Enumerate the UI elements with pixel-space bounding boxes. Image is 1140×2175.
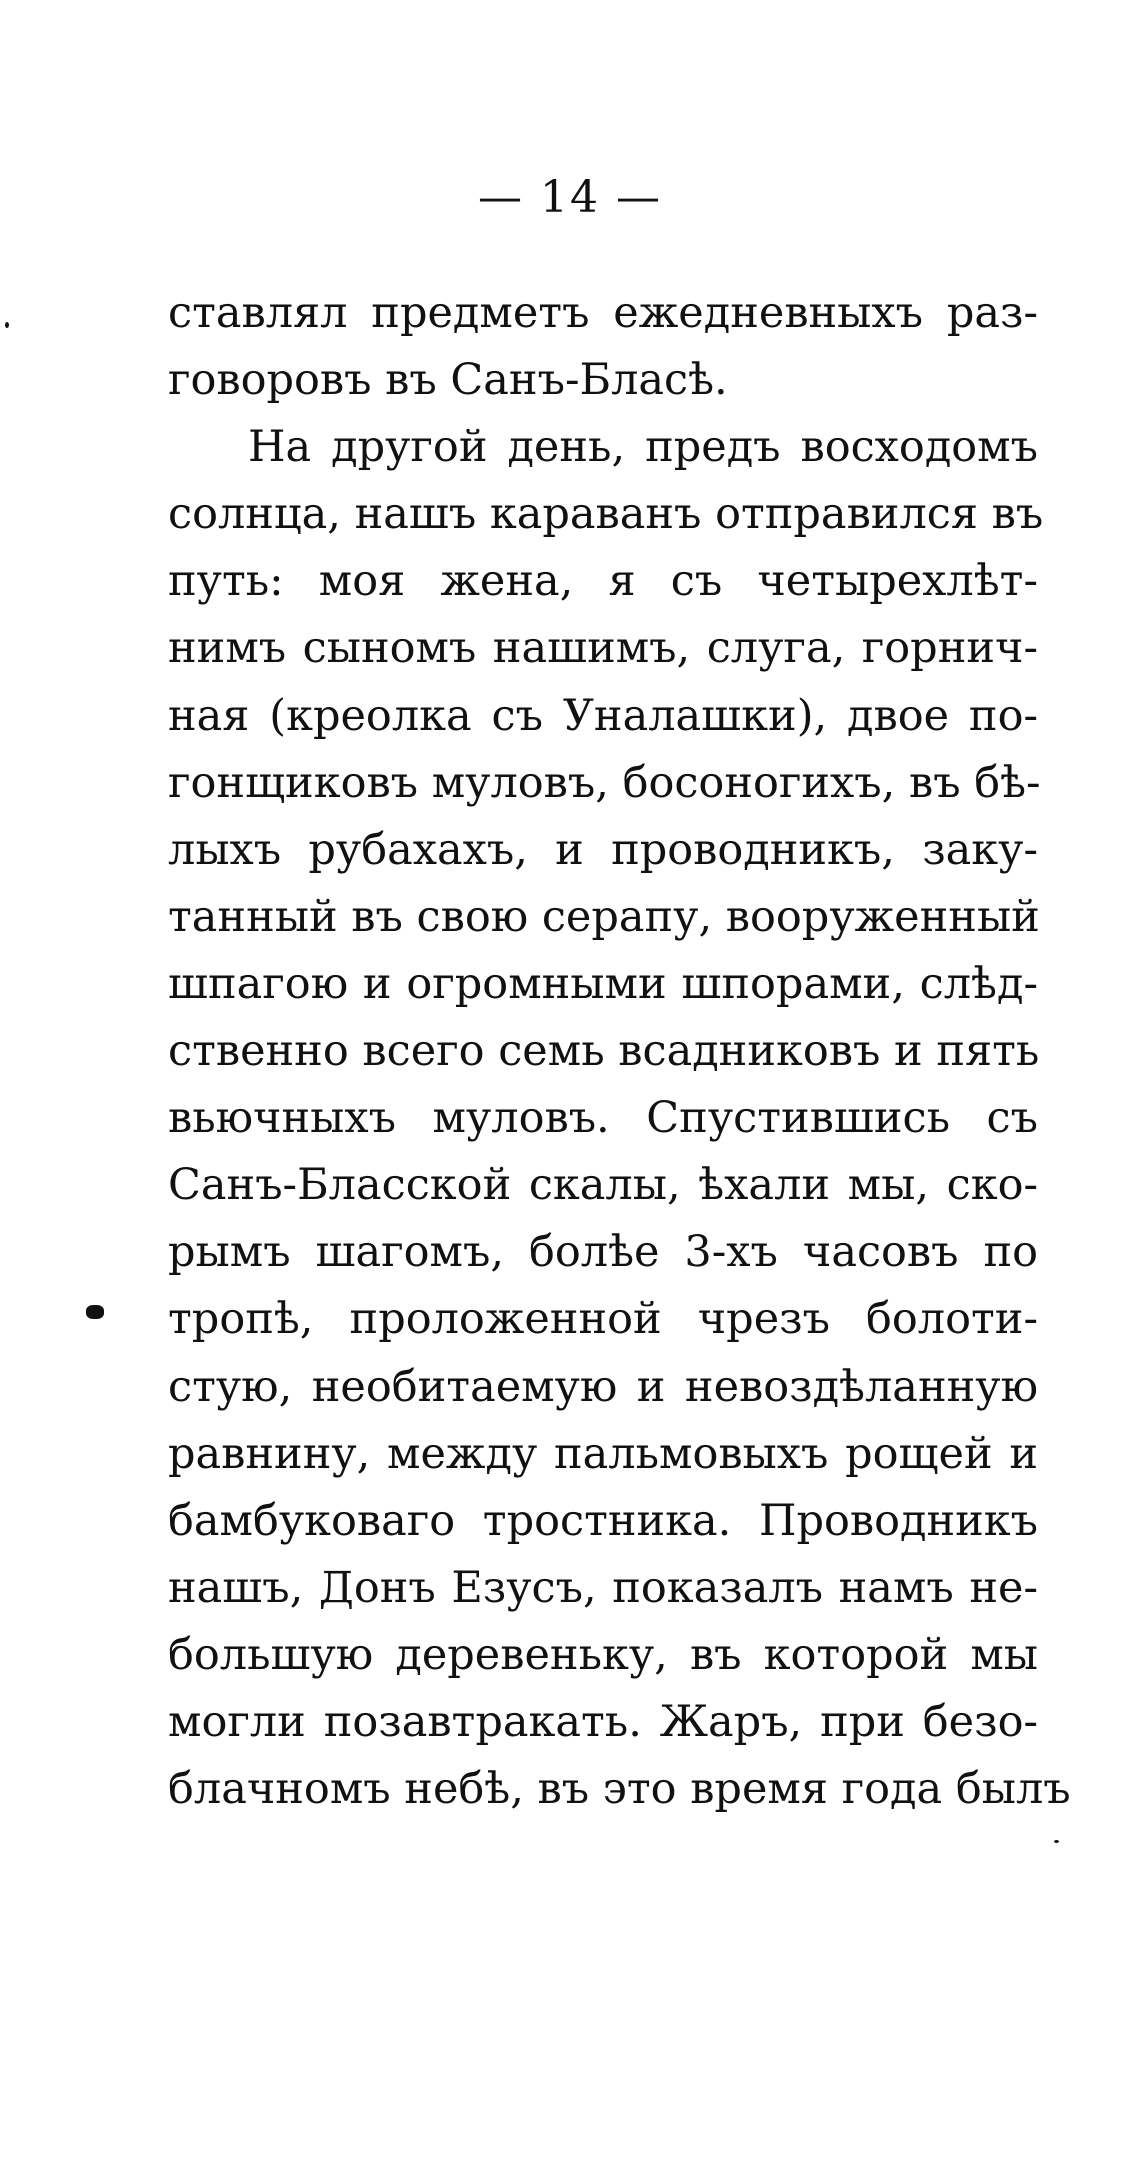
text-line: танный въ свою серапу, вооруженный — [168, 891, 1040, 942]
page-number: — 14 — — [478, 172, 662, 223]
text-line: солнца, нашъ караванъ отправился въ — [168, 489, 1044, 540]
scan-speck — [86, 1305, 104, 1319]
text-line: могли позавтракать. Жаръ, при безо- — [168, 1696, 1038, 1747]
text-line: равнину, между пальмовыхъ рощей и — [168, 1428, 1038, 1479]
text-line: бамбуковаго тростника. Проводникъ — [168, 1495, 1038, 1546]
text-line: большую деревеньку, въ которой мы — [168, 1629, 1038, 1680]
text-line: рымъ шагомъ, болѣе 3-хъ часовъ по — [168, 1227, 1038, 1278]
text-line: ставлял предметъ ежедневныхъ раз- — [168, 288, 1038, 338]
scan-speck — [5, 322, 9, 328]
text-line: ственно всего семь всадниковъ и пять — [168, 1026, 1040, 1077]
text-line: нимъ сыномъ нашимъ, слуга, горнич- — [168, 623, 1038, 674]
text-line: блачномъ небѣ, въ это время года былъ — [168, 1764, 1071, 1815]
text-line: стую, необитаемую и невоздѣланную — [168, 1361, 1038, 1412]
text-line: тропѣ, проложенной чрезъ болоти- — [168, 1294, 1038, 1345]
text-line: шпагою и огромными шпорами, слѣд- — [168, 958, 1038, 1009]
text-line: вьючныхъ муловъ. Спустившись съ — [168, 1093, 1038, 1144]
text-line: лыхъ рубахахъ, и проводникъ, заку- — [168, 824, 1038, 875]
page-body — [168, 280, 1071, 1823]
text-line: путь: моя жена, я съ четырехлѣт- — [168, 556, 1038, 607]
text-line: говоровъ въ Санъ-Бласѣ. — [168, 355, 728, 406]
text-line: Санъ-Бласской скалы, ѣхали мы, ско- — [168, 1160, 1038, 1211]
paragraph-first-line: На другой день, предъ восходомъ — [248, 422, 1038, 473]
text-line: гонщиковъ муловъ, босоногихъ, въ бѣ- — [168, 757, 1041, 808]
text-line: ная (креолка съ Уналашки), двое по- — [168, 690, 1038, 741]
scan-speck — [1054, 1840, 1059, 1843]
text-line: нашъ, Донъ Езусъ, показалъ намъ не- — [168, 1562, 1038, 1613]
